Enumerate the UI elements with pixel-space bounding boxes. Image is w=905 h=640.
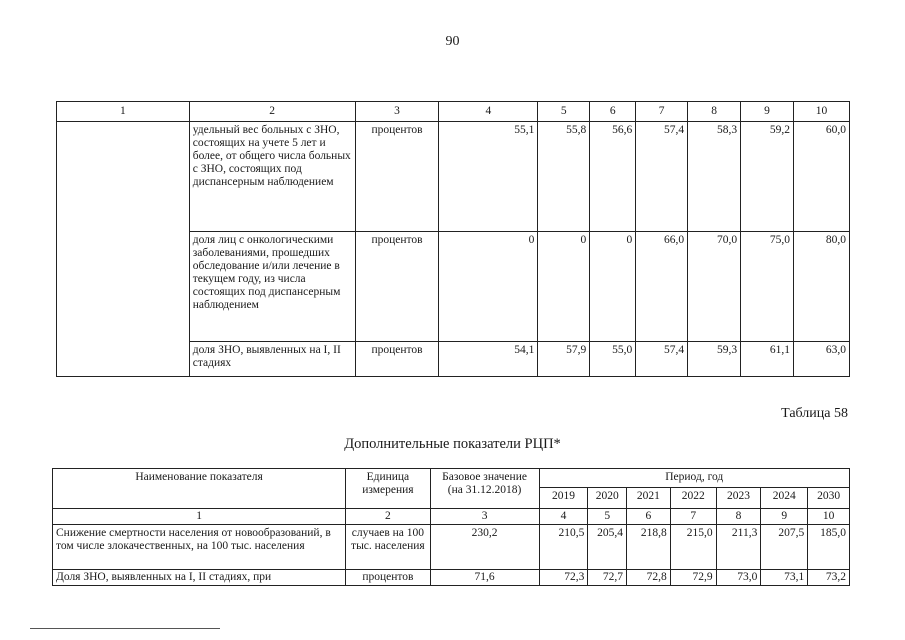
value-cell: 72,7 (588, 570, 627, 586)
value-cell: 73,2 (808, 570, 850, 586)
header-indicator-name: Наименование показателя (53, 469, 346, 509)
header-row (53, 469, 850, 488)
base-value-cell: 71,6 (430, 570, 539, 586)
indicator-name: удельный вес больных с ЗНО, состоящих на учете 5 лет и более, от общего числа больных с ЗНО, состоящих под диспансерным наблюдением (189, 122, 355, 232)
column-index: 9 (741, 102, 794, 122)
year-cell: 2022 (670, 488, 716, 509)
column-index: 7 (670, 509, 716, 525)
value-cell: 218,8 (627, 525, 671, 570)
table-label: Таблица 58 (781, 406, 848, 421)
value-cell: 54,1 (439, 342, 538, 377)
value-cell: 0 (439, 232, 538, 342)
column-index: 10 (808, 509, 850, 525)
page-number: 90 (445, 34, 460, 49)
indicator-name: доля ЗНО, выявленных на I, II стадиях (189, 342, 355, 377)
year-cell: 2020 (588, 488, 627, 509)
value-cell: 0 (590, 232, 636, 342)
value-cell: 72,8 (627, 570, 671, 586)
footnote-separator-line (30, 628, 220, 629)
value-cell: 57,9 (538, 342, 590, 377)
column-index: 1 (53, 509, 346, 525)
column-index: 3 (430, 509, 539, 525)
value-cell: 61,1 (741, 342, 794, 377)
year-cell: 2030 (808, 488, 850, 509)
value-cell: 55,8 (538, 122, 590, 232)
value-cell: 0 (538, 232, 590, 342)
column-index: 10 (794, 102, 850, 122)
table-row (53, 570, 850, 586)
column-index: 4 (439, 102, 538, 122)
header-unit: Единица измерения (346, 469, 430, 509)
column-index: 2 (346, 509, 430, 525)
column-index-row (53, 509, 850, 525)
column-index: 4 (539, 509, 588, 525)
column-index: 5 (588, 509, 627, 525)
year-cell: 2023 (716, 488, 761, 509)
value-cell: 59,2 (741, 122, 794, 232)
table-row (53, 525, 850, 570)
value-cell: 57,4 (636, 122, 688, 232)
value-cell: 72,9 (670, 570, 716, 586)
column-index: 6 (627, 509, 671, 525)
column-index: 8 (688, 102, 741, 122)
base-value-cell: 230,2 (430, 525, 539, 570)
value-cell: 72,3 (539, 570, 588, 586)
column-index: 3 (355, 102, 439, 122)
indicator-name: доля лиц с онкологическими заболеваниями, прошедших обследование и/или лечение в текущем году, из числа состоящих под диспансерным наблюдением (189, 232, 355, 342)
unit-cell: процентов (355, 232, 439, 342)
column-index: 8 (716, 509, 761, 525)
value-cell: 211,3 (716, 525, 761, 570)
indicator-name: Доля ЗНО, выявленных на I, II стадиях, при (53, 570, 346, 586)
value-cell: 73,1 (761, 570, 808, 586)
unit-cell: процентов (355, 122, 439, 232)
value-cell: 66,0 (636, 232, 688, 342)
value-cell: 60,0 (794, 122, 850, 232)
value-cell: 56,6 (590, 122, 636, 232)
value-cell: 59,3 (688, 342, 741, 377)
header-period: Период, год (539, 469, 849, 488)
value-cell: 185,0 (808, 525, 850, 570)
table-row (57, 122, 850, 232)
value-cell: 63,0 (794, 342, 850, 377)
column-index: 7 (636, 102, 688, 122)
column-index: 9 (761, 509, 808, 525)
year-cell: 2019 (539, 488, 588, 509)
header-base-value: Базовое значение (на 31.12.2018) (430, 469, 539, 509)
value-cell: 70,0 (688, 232, 741, 342)
value-cell: 55,1 (439, 122, 538, 232)
value-cell: 210,5 (539, 525, 588, 570)
indicator-name: Снижение смертности населения от новообразований, в том числе злокачественных, на 100 тыс. населения (53, 525, 346, 570)
unit-cell: случаев на 100 тыс. населения (346, 525, 430, 570)
value-cell: 207,5 (761, 525, 808, 570)
value-cell: 215,0 (670, 525, 716, 570)
year-cell: 2021 (627, 488, 671, 509)
column-index-row (57, 102, 850, 122)
empty-cell (57, 122, 190, 377)
unit-cell: процентов (355, 342, 439, 377)
value-cell: 55,0 (590, 342, 636, 377)
value-cell: 73,0 (716, 570, 761, 586)
column-index: 5 (538, 102, 590, 122)
value-cell: 58,3 (688, 122, 741, 232)
value-cell: 57,4 (636, 342, 688, 377)
value-cell: 80,0 (794, 232, 850, 342)
table-title: Дополнительные показатели РЦП* (344, 436, 561, 452)
value-cell: 205,4 (588, 525, 627, 570)
column-index: 6 (590, 102, 636, 122)
indicators-table-continued (56, 101, 850, 377)
column-index: 1 (57, 102, 190, 122)
additional-indicators-table (52, 468, 850, 586)
unit-cell: процентов (346, 570, 430, 586)
value-cell: 75,0 (741, 232, 794, 342)
year-cell: 2024 (761, 488, 808, 509)
column-index: 2 (189, 102, 355, 122)
